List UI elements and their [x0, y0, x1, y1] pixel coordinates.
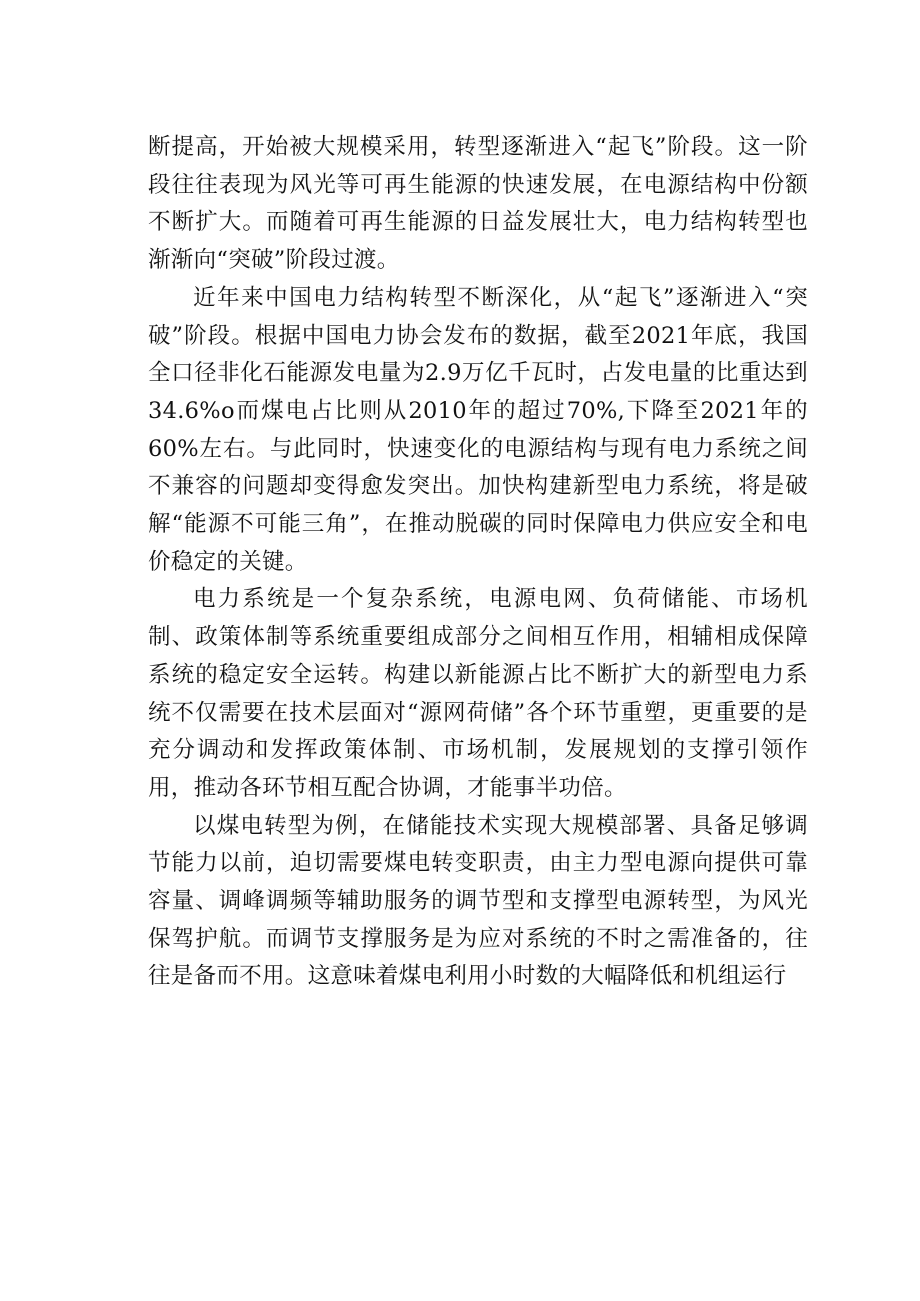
paragraph-3: 电力系统是一个复杂系统，电源电网、负荷储能、市场机制、政策体制等系统重要组成部分之间相互作用，相辅相成保障系统的稳定安全运转。构建以新能源占比不断扩大的新型电力系统不仅需要在技术层面对“源网荷储”各个环节重塑，更重要的是充分调动和发挥政策体制、市场机制，发展规划的支撑引领作用，推动各环节相互配合协调，才能事半功倍。	[148, 586, 808, 801]
paragraph-4: 以煤电转型为例，在储能技术实现大规模部署、具备足够调节能力以前，迫切需要煤电转变职责，由主力型电源向提供可靠容量、调峰调频等辅助服务的调节型和支撑型电源转型，为风光保驾护航。而调节支撑服务是为应对系统的不时之需准备的，往往是备而不用。这意味着煤电利用小时数的大幅降低和机组运行	[148, 812, 808, 990]
paragraph-2: 近年来中国电力结构转型不断深化，从“起飞”逐渐进入“突破”阶段。根据中国电力协会发布的数据，截至2021年底，我国全口径非化石能源发电量为2.9万亿千瓦时，占发电量的比重达到34.6%o而煤电占比则从2010年的超过70%,下降至2021年的60%左右。与此同时，快速变化的电源结构与现有电力系统之间不兼容的问题却变得愈发突出。加快构建新型电力系统，将是破解“能源不可能三角”，在推动脱碳的同时保障电力供应安全和电价稳定的关键。	[148, 284, 808, 575]
document-body	[148, 129, 808, 996]
paragraph-continued: 断提高，开始被大规模采用，转型逐渐进入“起飞”阶段。这一阶段往往表现为风光等可再生能源的快速发展，在电源结构中份额不断扩大。而随着可再生能源的日益发展壮大，电力结构转型也渐渐向“突破”阶段过渡。	[148, 134, 808, 274]
